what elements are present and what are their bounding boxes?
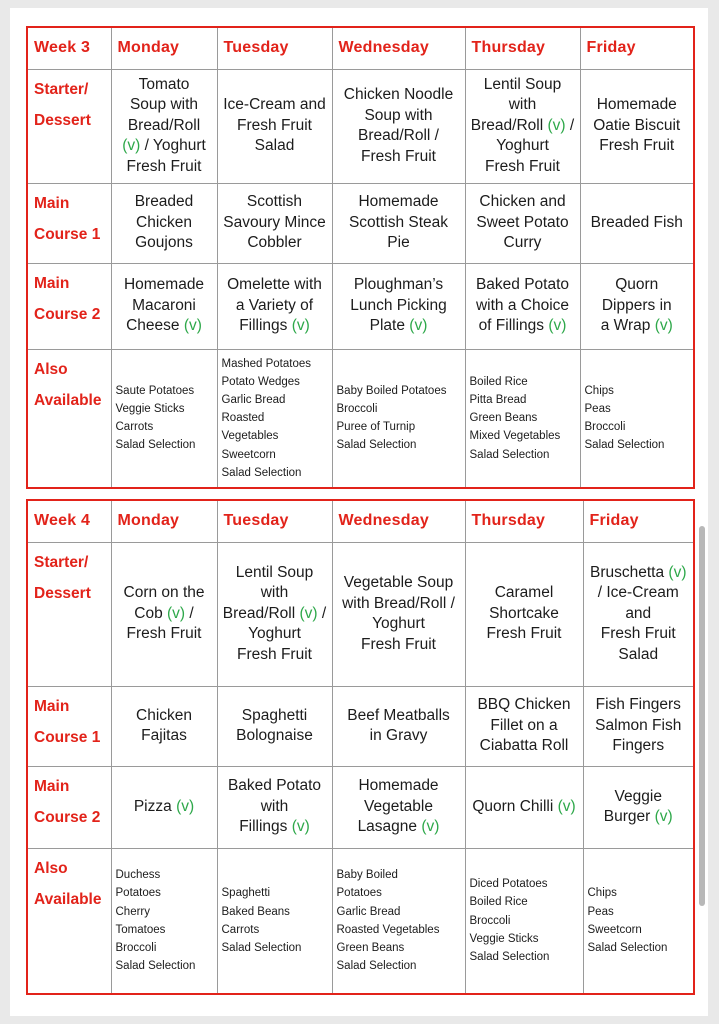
meal-text: Lunch Picking [350, 296, 447, 314]
meal-line [584, 213, 691, 234]
meal-text: Yoghurt [372, 615, 425, 632]
meal-line [469, 95, 577, 116]
meal-line [469, 192, 577, 213]
meal-line [587, 695, 691, 716]
starter-row [27, 542, 694, 686]
meal-text: Chicken [136, 706, 192, 724]
meal-line [584, 316, 691, 337]
vegetarian-mark: (v) [409, 317, 428, 335]
meal-text: Pie [387, 234, 410, 252]
meal-line [587, 736, 691, 757]
meal-cell [332, 263, 465, 349]
day-header: Tuesday [217, 500, 332, 542]
vegetarian-mark: (v) [122, 137, 141, 155]
meal-text: Burger [603, 808, 655, 825]
meal-line [336, 233, 462, 254]
meal-text: Baked Potato [227, 777, 322, 795]
meal-text: Lentil Soup [483, 75, 562, 93]
meal-line [587, 583, 691, 604]
meal-line [336, 147, 462, 168]
meal-text: Yoghurt [496, 137, 549, 155]
meal-text: Fresh Fruit [600, 625, 676, 643]
day-header: Tuesday [217, 27, 332, 69]
day-header: Friday [583, 500, 694, 542]
meal-line [221, 95, 329, 116]
vegetarian-mark: (v) [654, 317, 673, 335]
meal-line [221, 604, 329, 625]
meal-cell [332, 542, 465, 686]
meal-line [221, 817, 329, 838]
meal-cell [332, 766, 465, 848]
meal-line [221, 624, 329, 645]
vegetarian-mark: (v) [557, 797, 576, 815]
meal-line [336, 192, 462, 213]
meal-cell [111, 542, 217, 686]
vegetarian-mark: (v) [548, 317, 567, 335]
meal-line [469, 233, 577, 254]
meal-line [336, 797, 462, 818]
meal-text: a Variety of [235, 296, 314, 314]
meal-text: Pizza [133, 797, 177, 815]
meal-text: with [508, 96, 537, 114]
meal-line [469, 797, 580, 818]
meal-line [587, 604, 691, 625]
meal-line [587, 716, 691, 737]
also-available-cell: Boiled Rice Pitta Bread Green Beans Mixed Vegetables Salad Selection [465, 349, 580, 488]
meal-text: Ciabatta Roll [479, 737, 569, 755]
meal-line [469, 157, 577, 178]
vegetarian-mark: (v) [167, 604, 186, 622]
scrollbar[interactable] [699, 526, 705, 906]
vegetarian-mark: (v) [176, 797, 195, 815]
meal-cell [465, 542, 583, 686]
meal-cell [583, 542, 694, 686]
meal-line [584, 136, 691, 157]
main-course-1-row [27, 686, 694, 766]
meal-line [115, 583, 214, 604]
meal-line [115, 726, 214, 747]
meal-line [336, 573, 462, 594]
vegetarian-mark: (v) [291, 818, 310, 836]
meal-line [336, 635, 462, 656]
meal-line [115, 706, 214, 727]
meal-text: Curry [503, 234, 542, 252]
meal-line [221, 116, 329, 137]
meal-line [469, 75, 577, 96]
meal-line [336, 817, 462, 838]
meal-text: Spaghetti [241, 706, 308, 724]
day-header: Wednesday [332, 27, 465, 69]
meal-line [469, 275, 577, 296]
meal-text: Caramel [494, 584, 554, 602]
meal-line [336, 106, 462, 127]
meal-text: Macaroni [132, 296, 196, 314]
header-row [27, 27, 694, 69]
also-available-cell: Mashed Potatoes Potato Wedges Garlic Bread Roasted Vegetables Sweetcorn Salad Selection [217, 349, 332, 488]
meal-text: Fresh Fruit [361, 147, 436, 165]
meal-text: Lentil Soup [235, 563, 314, 581]
meal-text: Dippers in [601, 296, 672, 314]
meal-line [336, 213, 462, 234]
meal-line [336, 594, 462, 615]
meal-line [115, 75, 214, 96]
meal-text: Baked Potato [475, 276, 570, 294]
meal-line [469, 736, 580, 757]
meal-line [221, 776, 329, 797]
meal-line [221, 233, 329, 254]
meal-cell [111, 686, 217, 766]
week-label: Week 4 [27, 500, 111, 542]
meal-text: Bolognaise [236, 727, 313, 744]
meal-line [469, 213, 577, 234]
meal-text: Salad [618, 645, 659, 663]
meal-line [336, 85, 462, 106]
also-available-cell: Baby Boiled Potatoes Broccoli Puree of Turnip Salad Selection [332, 349, 465, 488]
meal-line [115, 604, 214, 625]
meal-line [115, 624, 214, 645]
meal-line [115, 797, 214, 818]
meal-text: Fingers [612, 737, 665, 755]
vegetarian-mark: (v) [668, 563, 687, 581]
meal-text: Vegetable Soup [343, 574, 454, 591]
meal-line [587, 563, 691, 584]
meal-cell [583, 686, 694, 766]
also-available-cell: Diced Potatoes Boiled Rice Broccoli Veggie Sticks Salad Selection [465, 848, 583, 994]
also-available-row [27, 848, 694, 994]
meal-text: Homemade [358, 193, 439, 211]
meal-text: Fresh Fruit [486, 625, 562, 643]
meal-text: Goujons [135, 234, 193, 252]
meal-cell [465, 686, 583, 766]
day-header: Friday [580, 27, 694, 69]
row-label: Main Course 2 [27, 263, 111, 349]
meal-cell [217, 686, 332, 766]
meal-line [221, 726, 329, 747]
meal-text: BBQ Chicken [477, 696, 571, 714]
also-available-cell: Baby Boiled Potatoes Garlic Bread Roasted Vegetables Green Beans Salad Selection [332, 848, 465, 994]
meal-text: Corn on the [123, 584, 205, 602]
main-course-1-row [27, 183, 694, 263]
meal-text: Cob [134, 604, 168, 622]
meal-line [587, 624, 691, 645]
meal-line [115, 213, 214, 234]
meal-text: with Bread/Roll / [342, 594, 455, 612]
meal-cell [217, 263, 332, 349]
meal-cell [111, 263, 217, 349]
meal-text: Tomato [138, 75, 190, 93]
meal-cell [332, 69, 465, 183]
meal-text: a Wrap [600, 317, 655, 335]
row-label: Also Available [27, 349, 111, 488]
meal-text: / Yoghurt [140, 137, 206, 155]
meal-text: Fajitas [141, 727, 187, 744]
meal-cell [580, 183, 694, 263]
meal-text: Homemade [596, 96, 677, 114]
meal-text: Soup with [364, 106, 433, 124]
meal-text: with [260, 797, 289, 815]
meal-line [469, 695, 580, 716]
meal-text: Fresh Fruit [126, 157, 202, 175]
meal-text: Fillings [239, 317, 292, 335]
meal-text: Scottish [246, 193, 303, 211]
meal-text: Fresh Fruit [485, 157, 560, 175]
meal-line [221, 563, 329, 584]
row-label: Starter/ Dessert [27, 69, 111, 183]
meal-cell [217, 69, 332, 183]
meal-text: Oatie Biscuit [593, 116, 681, 134]
day-header: Thursday [465, 27, 580, 69]
also-available-cell: Spaghetti Baked Beans Carrots Salad Selection [217, 848, 332, 994]
starter-row [27, 69, 694, 183]
day-header: Monday [111, 27, 217, 69]
meal-text: Quorn Chilli [472, 797, 558, 815]
meal-line [469, 583, 580, 604]
also-available-cell: Saute Potatoes Veggie Sticks Carrots Salad Selection [111, 349, 217, 488]
meal-text: Breaded Fish [590, 213, 683, 231]
meal-text: / [565, 116, 575, 134]
meal-text: Fresh Fruit [126, 625, 202, 643]
meal-line [221, 136, 329, 157]
meal-cell [580, 263, 694, 349]
meal-text: Ice-Cream and [223, 96, 326, 114]
meal-line [336, 126, 462, 147]
vegetarian-mark: (v) [299, 604, 318, 622]
week-3-menu-table [26, 26, 695, 489]
main-course-2-row [27, 263, 694, 349]
meal-line [469, 604, 580, 625]
main-course-2-row [27, 766, 694, 848]
meal-text: Fresh Fruit [237, 116, 312, 134]
meal-line [336, 296, 462, 317]
meal-line [115, 275, 214, 296]
vegetarian-mark: (v) [291, 317, 310, 335]
meal-text: Lasagne [357, 818, 422, 836]
meal-text: Plate [369, 317, 410, 335]
meal-line [115, 192, 214, 213]
meal-text: Shortcake [489, 604, 559, 622]
also-available-cell: Chips Peas Broccoli Salad Selection [580, 349, 694, 488]
meal-line [336, 614, 462, 635]
meal-cell [111, 766, 217, 848]
meal-text: Fresh Fruit [237, 645, 312, 663]
meal-text: Fillings [239, 818, 292, 836]
meal-line [115, 157, 214, 178]
meal-line [221, 706, 329, 727]
meal-line [221, 213, 329, 234]
day-header: Thursday [465, 500, 583, 542]
meal-cell [217, 766, 332, 848]
meal-text: Omelette with [227, 276, 322, 294]
meal-text: Savoury Mince [223, 213, 326, 231]
meal-text: of Fillings [478, 317, 549, 335]
day-header: Wednesday [332, 500, 465, 542]
meal-text: Fillet on a [490, 716, 558, 734]
meal-line [115, 95, 214, 116]
meal-text: Beef Meatballs [347, 706, 450, 724]
week-label: Week 3 [27, 27, 111, 69]
meal-text: Soup with [129, 96, 199, 114]
meal-cell [111, 69, 217, 183]
meal-line [221, 316, 329, 337]
row-label: Main Course 1 [27, 686, 111, 766]
row-label: Main Course 2 [27, 766, 111, 848]
meal-line [115, 116, 214, 137]
meal-line [469, 716, 580, 737]
meal-text: Salad [254, 137, 295, 155]
vegetarian-mark: (v) [421, 818, 440, 836]
meal-line [336, 316, 462, 337]
meal-text: Scottish Steak [348, 213, 449, 231]
also-available-cell: Duchess Potatoes Cherry Tomatoes Broccoli Salad Selection [111, 848, 217, 994]
meal-text: Bread/Roll / [358, 127, 439, 144]
meal-text: Vegetable [364, 797, 433, 815]
meal-text: in Gravy [369, 727, 428, 744]
meal-text: Bread/Roll [222, 604, 300, 622]
meal-cell [580, 69, 694, 183]
vegetarian-mark: (v) [183, 317, 202, 335]
meal-text: Salmon Fish [595, 716, 682, 734]
meal-cell [217, 183, 332, 263]
row-label: Main Course 1 [27, 183, 111, 263]
meal-cell [465, 766, 583, 848]
meal-text: Chicken and [479, 193, 566, 211]
week-4-menu-table [26, 499, 695, 995]
meal-line [587, 807, 691, 828]
meal-text: / [317, 604, 327, 622]
meal-line [221, 192, 329, 213]
row-label: Also Available [27, 848, 111, 994]
meal-line [469, 316, 577, 337]
meal-text: and [625, 604, 652, 622]
meal-line [584, 296, 691, 317]
meal-cell [465, 183, 580, 263]
meal-line [584, 95, 691, 116]
meal-line [221, 797, 329, 818]
meal-cell [332, 183, 465, 263]
meal-line [336, 275, 462, 296]
meal-text: Fish Fingers [595, 696, 681, 714]
meal-line [469, 136, 577, 157]
meal-line [221, 583, 329, 604]
meal-text: Chicken [136, 213, 192, 231]
meal-text: Bread/Roll [127, 116, 201, 134]
meal-line [469, 296, 577, 317]
meal-text: Quorn [615, 276, 659, 294]
meal-line [221, 275, 329, 296]
meal-text: Fresh Fruit [599, 137, 675, 155]
header-row [27, 500, 694, 542]
meal-line [336, 776, 462, 797]
also-available-cell: Chips Peas Sweetcorn Salad Selection [583, 848, 694, 994]
meal-cell [465, 263, 580, 349]
meal-text: Fresh Fruit [361, 635, 436, 653]
meal-text: with a Choice [475, 296, 570, 314]
meal-text: Ploughman’s [353, 276, 444, 294]
meal-line [221, 645, 329, 666]
also-available-row [27, 349, 694, 488]
meal-text: / [185, 604, 194, 622]
meal-text: with [260, 584, 289, 602]
meal-line [587, 645, 691, 666]
meal-text: Homemade [123, 276, 205, 294]
meal-cell [217, 542, 332, 686]
meal-cell [111, 183, 217, 263]
meal-line [221, 296, 329, 317]
meal-cell [583, 766, 694, 848]
meal-text: Homemade [358, 777, 439, 795]
meal-line [336, 706, 462, 727]
meal-line [336, 726, 462, 747]
meal-text: Sweet Potato [476, 213, 569, 231]
meal-cell [465, 69, 580, 183]
meal-line [115, 296, 214, 317]
meal-cell [332, 686, 465, 766]
meal-text: Yoghurt [248, 625, 301, 643]
day-header: Monday [111, 500, 217, 542]
meal-text: Breaded [134, 193, 194, 211]
meal-text: Cheese [126, 317, 184, 335]
vegetarian-mark: (v) [547, 116, 566, 134]
meal-line [587, 787, 691, 808]
meal-line [115, 316, 214, 337]
meal-text: / Ice-Cream [597, 584, 679, 602]
meal-line [584, 275, 691, 296]
meal-line [469, 624, 580, 645]
meal-text: Bread/Roll [470, 116, 548, 134]
meal-line [584, 116, 691, 137]
meal-text: Chicken Noodle [343, 86, 454, 103]
row-label: Starter/ Dessert [27, 542, 111, 686]
meal-text: Veggie [614, 787, 662, 805]
meal-line [115, 136, 214, 157]
meal-line [115, 233, 214, 254]
meal-text: Cobbler [247, 234, 302, 252]
meal-text: Bruschetta [590, 563, 669, 581]
meal-line [469, 116, 577, 137]
vegetarian-mark: (v) [654, 808, 673, 825]
